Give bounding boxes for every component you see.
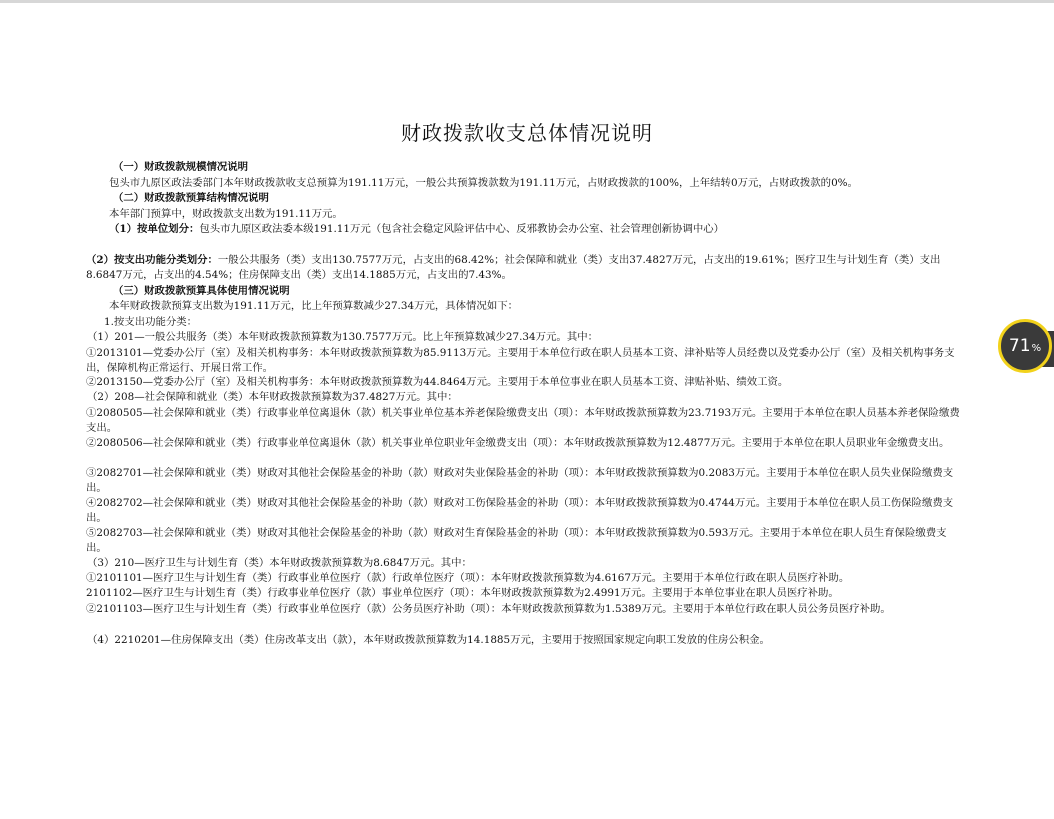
section-3-heading: （三）财政拨款预算具体使用情况说明 [113,285,290,297]
item-2082703: ⑤2082703—社会保障和就业（类）财政对其他社会保险基金的补助（款）财政对生育保险基金的补助（项）：本年财政拨款预算数为0.593万元。主要用于本单位在职人员生育保险缴费支出。 [86,527,947,554]
by-function-text: 一般公共服务（类）支出130.7577万元，占支出的68.42%；社会保障和就业（类）支出37.4827万元，占支出的19.61%；医疗卫生与计划生育（类）支出8.6847万元，占支出的4.54%；住房保障支出（类）支出14.1885万元，占支出的7.43%。 [86,254,941,281]
item-2082702: ④2082702—社会保障和就业（类）财政对其他社会保险基金的补助（款）财政对工伤保险基金的补助（项）：本年财政拨款预算数为0.4744万元。主要用于本单位在职人员工伤保险缴费支出。 [86,497,954,524]
page-title: 财政拨款收支总体情况说明 [401,121,653,145]
by-unit-label: （1）按单位划分： [109,223,200,235]
zoom-level-value: 71 [1008,336,1031,356]
section-3-intro: 本年财政拨款预算支出数为191.11万元，比上年预算数减少27.34万元，具体情况如下： [109,300,518,312]
section-2-by-unit [109,223,724,236]
item-2080505: ①2080505—社会保障和就业（类）行政事业单位离退休（款）机关事业单位基本养老保险缴费支出（项）：本年财政拨款预算数为23.7193万元。主要用于本单位在职人员基本养老保险缴费支出。 [86,407,960,434]
section-2-text: 本年部门预算中，财政拨款支出数为191.11万元。 [109,208,343,220]
by-unit-text: 包头市九原区政法委本级191.11万元（包含社会稳定风险评估中心、反邪教协会办公室、社会管理创新协调中心） [199,223,725,235]
item-2210201: （4）2210201—住房保障支出（类）住房改革支出（款），本年财政拨款预算数为14.1885万元，主要用于按照国家规定向职工发放的住房公积金。 [87,634,770,646]
section-2-by-function [86,253,966,283]
item-2080506: ②2080506—社会保障和就业（类）行政事业单位离退休（款）机关事业单位职业年金缴费支出（项）：本年财政拨款预算数为12.4877万元。主要用于本单位在职人员职业年金缴费支出。 [86,437,950,449]
item-2101103: ②2101103—医疗卫生与计划生育（类）行政事业单位医疗（款）公务员医疗补助（项）：本年财政拨款预算数为1.5389万元。主要用于本单位行政在职人员公务员医疗补助。 [86,603,891,615]
section-3-subhead: 1.按支出功能分类： [104,316,198,328]
item-2101102: 2101102—医疗卫生与计划生育（类）行政事业单位医疗（款）事业单位医疗（项）：本年财政拨款预算数为2.4991万元。主要用于本单位事业在职人员医疗补助。 [86,587,839,599]
item-208: （2）208—社会保障和就业（类）本年财政拨款预算数为37.4827万元。其中： [87,391,458,403]
by-function-label: （2）按支出功能分类划分： [86,254,218,266]
section-1-heading: （一）财政拨款规模情况说明 [113,161,249,173]
item-210: （3）210—医疗卫生与计划生育（类）本年财政拨款预算数为8.6847万元。其中： [87,557,472,569]
item-2013150: ②2013150—党委办公厅（室）及相关机构事务：本年财政拨款预算数为44.8464万元。主要用于本单位事业在职人员基本工资、津贴补贴、绩效工资。 [86,376,789,388]
item-2101101: ①2101101—医疗卫生与计划生育（类）行政事业单位医疗（款）行政单位医疗（项）：本年财政拨款预算数为4.6167万元。主要用于本单位行政在职人员医疗补助。 [86,572,850,584]
zoom-level-unit: % [1031,343,1042,354]
section-2-heading: （二）财政拨款预算结构情况说明 [113,192,269,204]
zoom-level-badge[interactable] [998,319,1052,373]
section-1-text: 包头市九原区政法委部门本年财政拨款收支总预算为191.11万元，一般公共预算拨款数为191.11万元，占财政拨款的100%，上年结转0万元，占财政拨款的0%。 [109,177,858,189]
item-2082701: ③2082701—社会保障和就业（类）财政对其他社会保险基金的补助（款）财政对失业保险基金的补助（项）：本年财政拨款预算数为0.2083万元。主要用于本单位在职人员失业保险缴费支出。 [86,467,954,494]
item-2013101: ①2013101—党委办公厅（室）及相关机构事务：本年财政拨款预算数为85.9113万元。主要用于本单位行政在职人员基本工资、津补贴等人员经费以及党委办公厅（室）及相关机构事务支出，保障机构正常运行、开展日常工作。 [86,347,955,374]
item-201: （1）201—一般公共服务（类）本年财政拨款预算数为130.7577万元。比上年预算数减少27.34万元。其中： [87,331,598,343]
